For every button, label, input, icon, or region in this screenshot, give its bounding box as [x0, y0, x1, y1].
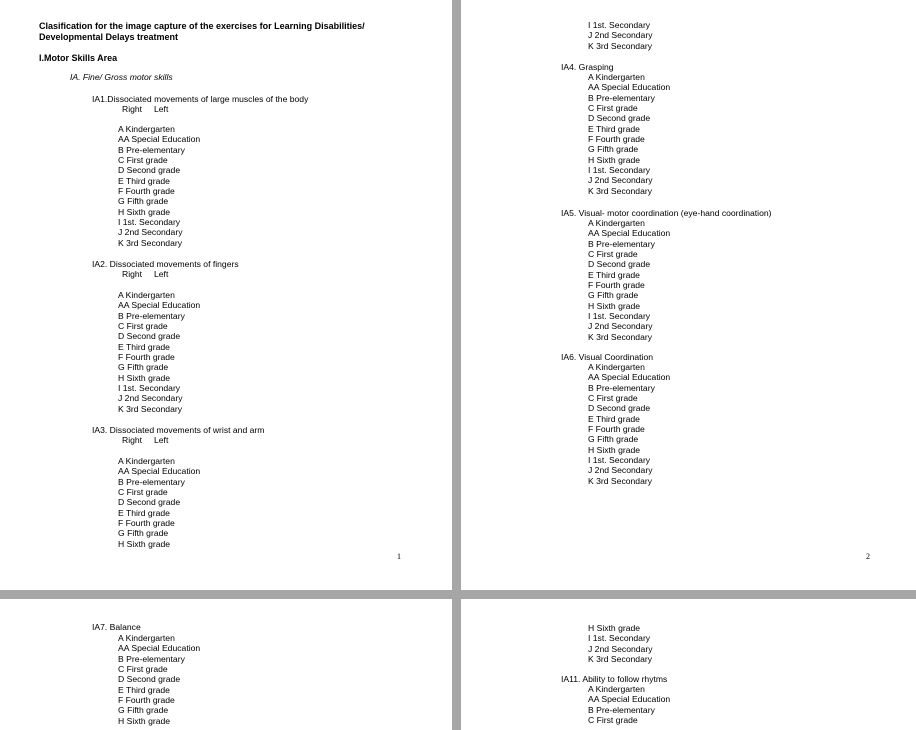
ia6-grade-list [588, 362, 670, 486]
grade-item: F Fourth grade [588, 280, 645, 291]
grade-item: AA Special Education [118, 466, 201, 477]
grade-item: H Sixth grade [588, 154, 641, 165]
grade-item: A Kindergarten [118, 456, 175, 466]
grade-item: K 3rd Secondary [588, 40, 653, 51]
grade-item: I 1st. Secondary [588, 311, 651, 322]
grade-item: D Second grade [118, 497, 181, 508]
grade-item: G Fifth grade [588, 144, 639, 155]
grade-item: E Third grade [588, 413, 640, 424]
grade-item: K 3rd Secondary [588, 654, 653, 665]
grade-item: A Kindergarten [588, 218, 645, 228]
grade-item: H Sixth grade [118, 206, 171, 217]
grade-item: C First grade [118, 321, 168, 332]
grade-item: B Pre-elementary [118, 476, 185, 487]
grade-item: C First grade [118, 664, 168, 675]
ia2-right-label: Right [122, 269, 143, 279]
grade-item: J 2nd Secondary [588, 175, 653, 186]
ia1-heading: IA1.Dissociated movements of large muscles of the body [92, 94, 309, 104]
continued-grade-list [588, 623, 653, 664]
grade-item: A Kindergarten [588, 72, 645, 82]
ia11-grade-list [588, 684, 670, 725]
ia11-heading: IA11. Ability to follow rhytms [561, 674, 668, 684]
grade-item: A Kindergarten [118, 124, 175, 134]
grade-item: B Pre-elementary [118, 653, 185, 664]
page-number: 2 [866, 552, 870, 561]
grade-item: F Fourth grade [588, 424, 645, 435]
grade-item: B Pre-elementary [118, 310, 185, 321]
grade-item: K 3rd Secondary [588, 185, 653, 196]
grade-item: F Fourth grade [118, 352, 175, 363]
grade-item: J 2nd Secondary [118, 227, 183, 238]
grade-item: D Second grade [118, 674, 181, 685]
grade-item: E Third grade [588, 123, 640, 134]
grade-item: G Fifth grade [588, 290, 639, 301]
grade-item: I 1st. Secondary [588, 20, 651, 30]
ia2-left-label: Left [154, 269, 169, 279]
grade-item: AA Special Education [118, 300, 201, 311]
ia7-heading: IA7. Balance [92, 622, 141, 632]
grade-item: B Pre-elementary [588, 92, 655, 103]
grade-item: C First grade [588, 715, 638, 726]
grade-item: AA Special Education [118, 134, 201, 145]
grade-item: C First grade [118, 487, 168, 498]
grade-item: A Kindergarten [588, 684, 645, 694]
grade-item: A Kindergarten [118, 290, 175, 300]
grade-item: K 3rd Secondary [118, 237, 183, 248]
grade-item: E Third grade [118, 507, 170, 518]
grade-item: A Kindergarten [588, 362, 645, 372]
grade-item: H Sixth grade [118, 372, 171, 383]
grade-item: H Sixth grade [118, 538, 171, 549]
grade-item: J 2nd Secondary [588, 30, 653, 41]
grade-item: H Sixth grade [588, 300, 641, 311]
grade-item: J 2nd Secondary [588, 321, 653, 332]
grade-item: I 1st. Secondary [118, 217, 181, 228]
ia3-grade-list [118, 456, 200, 549]
grade-item: C First grade [588, 393, 638, 404]
grade-item: D Second grade [588, 403, 651, 414]
grade-item: F Fourth grade [118, 695, 175, 706]
grade-item: K 3rd Secondary [588, 475, 653, 486]
page-2 [461, 0, 916, 590]
grade-item: C First grade [118, 155, 168, 166]
grade-item: E Third grade [118, 341, 170, 352]
grade-item: E Third grade [588, 269, 640, 280]
grade-item: B Pre-elementary [588, 238, 655, 249]
ia6-heading: IA6. Visual Coordination [561, 352, 654, 362]
grade-item: B Pre-elementary [588, 704, 655, 715]
grade-item: E Third grade [118, 175, 170, 186]
continued-grade-list [588, 20, 653, 51]
ia1-left-label: Left [154, 104, 169, 114]
grade-item: F Fourth grade [118, 186, 175, 197]
grade-item: F Fourth grade [118, 518, 175, 529]
page-4 [461, 599, 916, 730]
grade-item: H Sixth grade [118, 715, 171, 726]
ia4-grade-list [588, 72, 670, 196]
grade-item: D Second grade [118, 331, 181, 342]
ia2-heading: IA2. Dissociated movements of fingers [92, 259, 239, 269]
grade-item: E Third grade [118, 684, 170, 695]
ia2-grade-list [118, 290, 200, 414]
page-3 [0, 599, 452, 730]
grade-item: I 1st. Secondary [588, 455, 651, 466]
grade-item: AA Special Education [118, 643, 201, 654]
grade-item: I 1st. Secondary [588, 165, 651, 176]
grade-item: AA Special Education [588, 694, 671, 705]
ia3-left-label: Left [154, 435, 169, 445]
grade-item: B Pre-elementary [118, 144, 185, 155]
grade-item: D Second grade [118, 165, 181, 176]
grade-item: K 3rd Secondary [588, 331, 653, 342]
ia4-heading: IA4. Grasping [561, 62, 614, 72]
grade-item: I 1st. Secondary [588, 633, 651, 644]
grade-item: D Second grade [588, 259, 651, 270]
grade-item: G Fifth grade [118, 528, 169, 539]
grade-item: G Fifth grade [118, 362, 169, 373]
ia5-grade-list [588, 218, 670, 342]
ia7-grade-list [118, 633, 200, 726]
grade-item: C First grade [588, 249, 638, 260]
grade-item: G Fifth grade [118, 705, 169, 716]
ia3-right-label: Right [122, 435, 143, 445]
grade-item: H Sixth grade [588, 444, 641, 455]
ia5-heading: IA5. Visual- motor coordination (eye-hand coordination) [561, 208, 772, 218]
grade-item: A Kindergarten [118, 633, 175, 643]
grade-item: F Fourth grade [588, 134, 645, 145]
ia1-grade-list [118, 124, 200, 248]
grade-item: D Second grade [588, 113, 651, 124]
subsection-heading: IA. Fine/ Gross motor skills [70, 72, 173, 82]
grade-item: AA Special Education [588, 228, 671, 239]
section-heading: I.Motor Skills Area [39, 53, 118, 63]
grade-item: J 2nd Secondary [588, 465, 653, 476]
ia1-right-label: Right [122, 104, 143, 114]
page-number: 1 [397, 552, 401, 561]
grade-item: J 2nd Secondary [118, 393, 183, 404]
grade-item: G Fifth grade [118, 196, 169, 207]
grade-item: C First grade [588, 103, 638, 114]
grade-item: K 3rd Secondary [118, 403, 183, 414]
grade-item: G Fifth grade [588, 434, 639, 445]
grade-item: AA Special Education [588, 372, 671, 383]
grade-item: B Pre-elementary [588, 382, 655, 393]
ia3-heading: IA3. Dissociated movements of wrist and arm [92, 425, 265, 435]
grade-item: I 1st. Secondary [118, 383, 181, 394]
document-title-line1: Clasification for the image capture of the exercises for Learning Disabilities/ [39, 21, 365, 31]
document-title-line2: Developmental Delays treatment [39, 32, 179, 42]
grade-item: H Sixth grade [588, 623, 641, 633]
grade-item: AA Special Education [588, 82, 671, 93]
page-1 [0, 0, 452, 590]
grade-item: J 2nd Secondary [588, 643, 653, 654]
